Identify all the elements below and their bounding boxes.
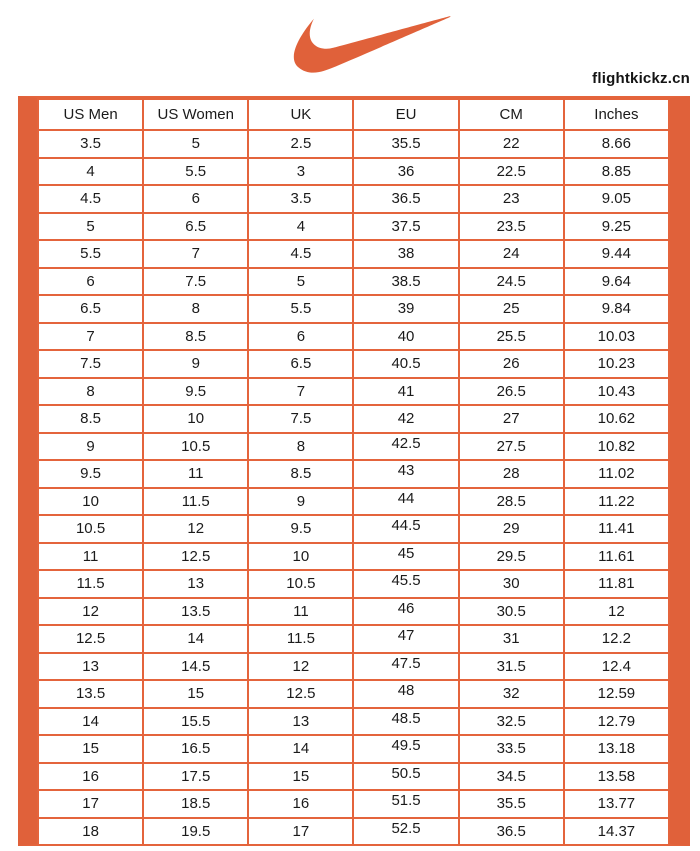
size-cell: 14.37 bbox=[564, 818, 669, 846]
size-cell: 10.23 bbox=[564, 350, 669, 378]
size-cell: 8.5 bbox=[248, 460, 353, 488]
size-cell: 13 bbox=[38, 653, 143, 681]
size-cell: 10.62 bbox=[564, 405, 669, 433]
size-cell: 8 bbox=[38, 378, 143, 406]
size-cell: 7.5 bbox=[38, 350, 143, 378]
size-cell: 44 bbox=[353, 488, 458, 516]
size-cell: 16 bbox=[38, 763, 143, 791]
header-cell-cm: CM bbox=[459, 99, 564, 130]
size-cell: 19.5 bbox=[143, 818, 248, 846]
size-cell: 7 bbox=[143, 240, 248, 268]
size-cell: 16.5 bbox=[143, 735, 248, 763]
size-cell: 43 bbox=[353, 460, 458, 488]
size-cell: 7 bbox=[248, 378, 353, 406]
size-cell: 9.25 bbox=[564, 213, 669, 241]
size-cell: 5.5 bbox=[248, 295, 353, 323]
table-row bbox=[38, 515, 669, 543]
size-cell: 8.85 bbox=[564, 158, 669, 186]
size-cell: 13 bbox=[248, 708, 353, 736]
size-chart-frame bbox=[18, 96, 690, 846]
size-cell: 22.5 bbox=[459, 158, 564, 186]
size-cell: 9.5 bbox=[248, 515, 353, 543]
size-cell: 40.5 bbox=[353, 350, 458, 378]
size-cell: 9.05 bbox=[564, 185, 669, 213]
size-cell: 51.5 bbox=[353, 790, 458, 818]
size-cell: 6.5 bbox=[143, 213, 248, 241]
size-cell: 13.18 bbox=[564, 735, 669, 763]
size-chart-table bbox=[37, 98, 670, 846]
size-cell: 9 bbox=[143, 350, 248, 378]
size-cell: 9 bbox=[248, 488, 353, 516]
size-cell: 12.2 bbox=[564, 625, 669, 653]
size-cell: 9 bbox=[38, 433, 143, 461]
size-cell: 30 bbox=[459, 570, 564, 598]
size-cell: 15 bbox=[248, 763, 353, 791]
table-row bbox=[38, 653, 669, 681]
size-cell: 11.5 bbox=[143, 488, 248, 516]
table-row bbox=[38, 130, 669, 158]
size-cell: 11 bbox=[143, 460, 248, 488]
size-cell: 32.5 bbox=[459, 708, 564, 736]
size-cell: 3 bbox=[248, 158, 353, 186]
size-cell: 12 bbox=[564, 598, 669, 626]
size-cell: 49.5 bbox=[353, 735, 458, 763]
table-row bbox=[38, 158, 669, 186]
table-row bbox=[38, 405, 669, 433]
size-cell: 4 bbox=[248, 213, 353, 241]
table-row bbox=[38, 763, 669, 791]
size-cell: 22 bbox=[459, 130, 564, 158]
size-cell: 31.5 bbox=[459, 653, 564, 681]
size-cell: 10.5 bbox=[38, 515, 143, 543]
size-cell: 27.5 bbox=[459, 433, 564, 461]
size-cell: 14.5 bbox=[143, 653, 248, 681]
size-cell: 11.22 bbox=[564, 488, 669, 516]
size-cell: 3.5 bbox=[38, 130, 143, 158]
size-cell: 41 bbox=[353, 378, 458, 406]
size-cell: 12.5 bbox=[248, 680, 353, 708]
header-cell-uk: UK bbox=[248, 99, 353, 130]
size-cell: 44.5 bbox=[353, 515, 458, 543]
size-cell: 11 bbox=[38, 543, 143, 571]
size-cell: 8 bbox=[143, 295, 248, 323]
size-cell: 8.5 bbox=[38, 405, 143, 433]
size-cell: 9.5 bbox=[38, 460, 143, 488]
size-cell: 35.5 bbox=[353, 130, 458, 158]
size-cell: 10.43 bbox=[564, 378, 669, 406]
size-cell: 6.5 bbox=[38, 295, 143, 323]
size-cell: 34.5 bbox=[459, 763, 564, 791]
size-cell: 42.5 bbox=[353, 433, 458, 461]
size-cell: 45.5 bbox=[353, 570, 458, 598]
table-row bbox=[38, 378, 669, 406]
size-cell: 10 bbox=[38, 488, 143, 516]
size-cell: 12 bbox=[38, 598, 143, 626]
size-cell: 47 bbox=[353, 625, 458, 653]
size-cell: 5 bbox=[248, 268, 353, 296]
size-cell: 4.5 bbox=[248, 240, 353, 268]
nike-swoosh-icon bbox=[286, 11, 460, 75]
size-cell: 28.5 bbox=[459, 488, 564, 516]
header-cell-us-women: US Women bbox=[143, 99, 248, 130]
size-cell: 18 bbox=[38, 818, 143, 846]
size-cell: 42 bbox=[353, 405, 458, 433]
table-row bbox=[38, 680, 669, 708]
size-chart-body bbox=[38, 130, 669, 845]
size-cell: 14 bbox=[143, 625, 248, 653]
size-cell: 13.77 bbox=[564, 790, 669, 818]
watermark-text: flightkickz.cn bbox=[592, 70, 690, 87]
size-cell: 27 bbox=[459, 405, 564, 433]
size-cell: 7.5 bbox=[248, 405, 353, 433]
size-cell: 48 bbox=[353, 680, 458, 708]
size-cell: 5 bbox=[38, 213, 143, 241]
table-row bbox=[38, 818, 669, 846]
size-cell: 40 bbox=[353, 323, 458, 351]
size-cell: 11.41 bbox=[564, 515, 669, 543]
table-row bbox=[38, 213, 669, 241]
size-cell: 4.5 bbox=[38, 185, 143, 213]
size-cell: 2.5 bbox=[248, 130, 353, 158]
size-cell: 24.5 bbox=[459, 268, 564, 296]
size-cell: 6 bbox=[38, 268, 143, 296]
table-row bbox=[38, 543, 669, 571]
size-cell: 14 bbox=[38, 708, 143, 736]
size-cell: 12.5 bbox=[143, 543, 248, 571]
size-cell: 9.64 bbox=[564, 268, 669, 296]
size-cell: 48.5 bbox=[353, 708, 458, 736]
table-row bbox=[38, 488, 669, 516]
size-cell: 3.5 bbox=[248, 185, 353, 213]
size-cell: 10.82 bbox=[564, 433, 669, 461]
size-cell: 10 bbox=[143, 405, 248, 433]
table-row bbox=[38, 460, 669, 488]
table-row bbox=[38, 790, 669, 818]
size-cell: 38 bbox=[353, 240, 458, 268]
size-cell: 39 bbox=[353, 295, 458, 323]
size-cell: 46 bbox=[353, 598, 458, 626]
size-cell: 9.5 bbox=[143, 378, 248, 406]
size-cell: 12.4 bbox=[564, 653, 669, 681]
size-cell: 14 bbox=[248, 735, 353, 763]
size-cell: 4 bbox=[38, 158, 143, 186]
table-row bbox=[38, 625, 669, 653]
size-cell: 5.5 bbox=[38, 240, 143, 268]
size-cell: 8.66 bbox=[564, 130, 669, 158]
size-cell: 28 bbox=[459, 460, 564, 488]
size-cell: 12.5 bbox=[38, 625, 143, 653]
size-cell: 6 bbox=[143, 185, 248, 213]
size-cell: 17 bbox=[38, 790, 143, 818]
size-cell: 8.5 bbox=[143, 323, 248, 351]
size-cell: 15.5 bbox=[143, 708, 248, 736]
size-cell: 11 bbox=[248, 598, 353, 626]
size-cell: 52.5 bbox=[353, 818, 458, 846]
size-cell: 10.5 bbox=[248, 570, 353, 598]
header-cell-eu: EU bbox=[353, 99, 458, 130]
size-cell: 23.5 bbox=[459, 213, 564, 241]
size-cell: 9.44 bbox=[564, 240, 669, 268]
size-cell: 25.5 bbox=[459, 323, 564, 351]
size-cell: 11.02 bbox=[564, 460, 669, 488]
size-cell: 50.5 bbox=[353, 763, 458, 791]
size-cell: 45 bbox=[353, 543, 458, 571]
size-cell: 10.5 bbox=[143, 433, 248, 461]
size-cell: 11.5 bbox=[248, 625, 353, 653]
size-cell: 35.5 bbox=[459, 790, 564, 818]
header-cell-inches: Inches bbox=[564, 99, 669, 130]
table-row bbox=[38, 350, 669, 378]
header-row bbox=[38, 99, 669, 130]
table-row bbox=[38, 598, 669, 626]
table-row bbox=[38, 323, 669, 351]
size-cell: 10 bbox=[248, 543, 353, 571]
size-cell: 5.5 bbox=[143, 158, 248, 186]
size-cell: 26 bbox=[459, 350, 564, 378]
size-cell: 37.5 bbox=[353, 213, 458, 241]
size-cell: 17 bbox=[248, 818, 353, 846]
size-cell: 36.5 bbox=[353, 185, 458, 213]
size-cell: 12.59 bbox=[564, 680, 669, 708]
size-cell: 11.81 bbox=[564, 570, 669, 598]
size-cell: 25 bbox=[459, 295, 564, 323]
size-cell: 36.5 bbox=[459, 818, 564, 846]
size-cell: 13.58 bbox=[564, 763, 669, 791]
size-cell: 7.5 bbox=[143, 268, 248, 296]
size-cell: 32 bbox=[459, 680, 564, 708]
size-cell: 31 bbox=[459, 625, 564, 653]
size-cell: 15 bbox=[143, 680, 248, 708]
size-cell: 6 bbox=[248, 323, 353, 351]
size-cell: 26.5 bbox=[459, 378, 564, 406]
table-row bbox=[38, 708, 669, 736]
size-cell: 29.5 bbox=[459, 543, 564, 571]
size-cell: 47.5 bbox=[353, 653, 458, 681]
size-cell: 11.5 bbox=[38, 570, 143, 598]
size-cell: 6.5 bbox=[248, 350, 353, 378]
table-row bbox=[38, 185, 669, 213]
size-cell: 36 bbox=[353, 158, 458, 186]
size-cell: 7 bbox=[38, 323, 143, 351]
size-cell: 11.61 bbox=[564, 543, 669, 571]
header-cell-us-men: US Men bbox=[38, 99, 143, 130]
size-cell: 23 bbox=[459, 185, 564, 213]
size-cell: 17.5 bbox=[143, 763, 248, 791]
size-cell: 29 bbox=[459, 515, 564, 543]
size-cell: 13.5 bbox=[38, 680, 143, 708]
size-cell: 24 bbox=[459, 240, 564, 268]
table-row bbox=[38, 240, 669, 268]
table-row bbox=[38, 735, 669, 763]
size-cell: 33.5 bbox=[459, 735, 564, 763]
size-cell: 13 bbox=[143, 570, 248, 598]
table-row bbox=[38, 268, 669, 296]
size-cell: 12 bbox=[143, 515, 248, 543]
size-cell: 9.84 bbox=[564, 295, 669, 323]
size-cell: 12.79 bbox=[564, 708, 669, 736]
size-cell: 15 bbox=[38, 735, 143, 763]
size-cell: 30.5 bbox=[459, 598, 564, 626]
size-cell: 16 bbox=[248, 790, 353, 818]
size-cell: 38.5 bbox=[353, 268, 458, 296]
table-row bbox=[38, 433, 669, 461]
table-row bbox=[38, 570, 669, 598]
size-cell: 13.5 bbox=[143, 598, 248, 626]
size-cell: 12 bbox=[248, 653, 353, 681]
size-cell: 8 bbox=[248, 433, 353, 461]
size-cell: 5 bbox=[143, 130, 248, 158]
size-cell: 10.03 bbox=[564, 323, 669, 351]
table-row bbox=[38, 295, 669, 323]
size-cell: 18.5 bbox=[143, 790, 248, 818]
